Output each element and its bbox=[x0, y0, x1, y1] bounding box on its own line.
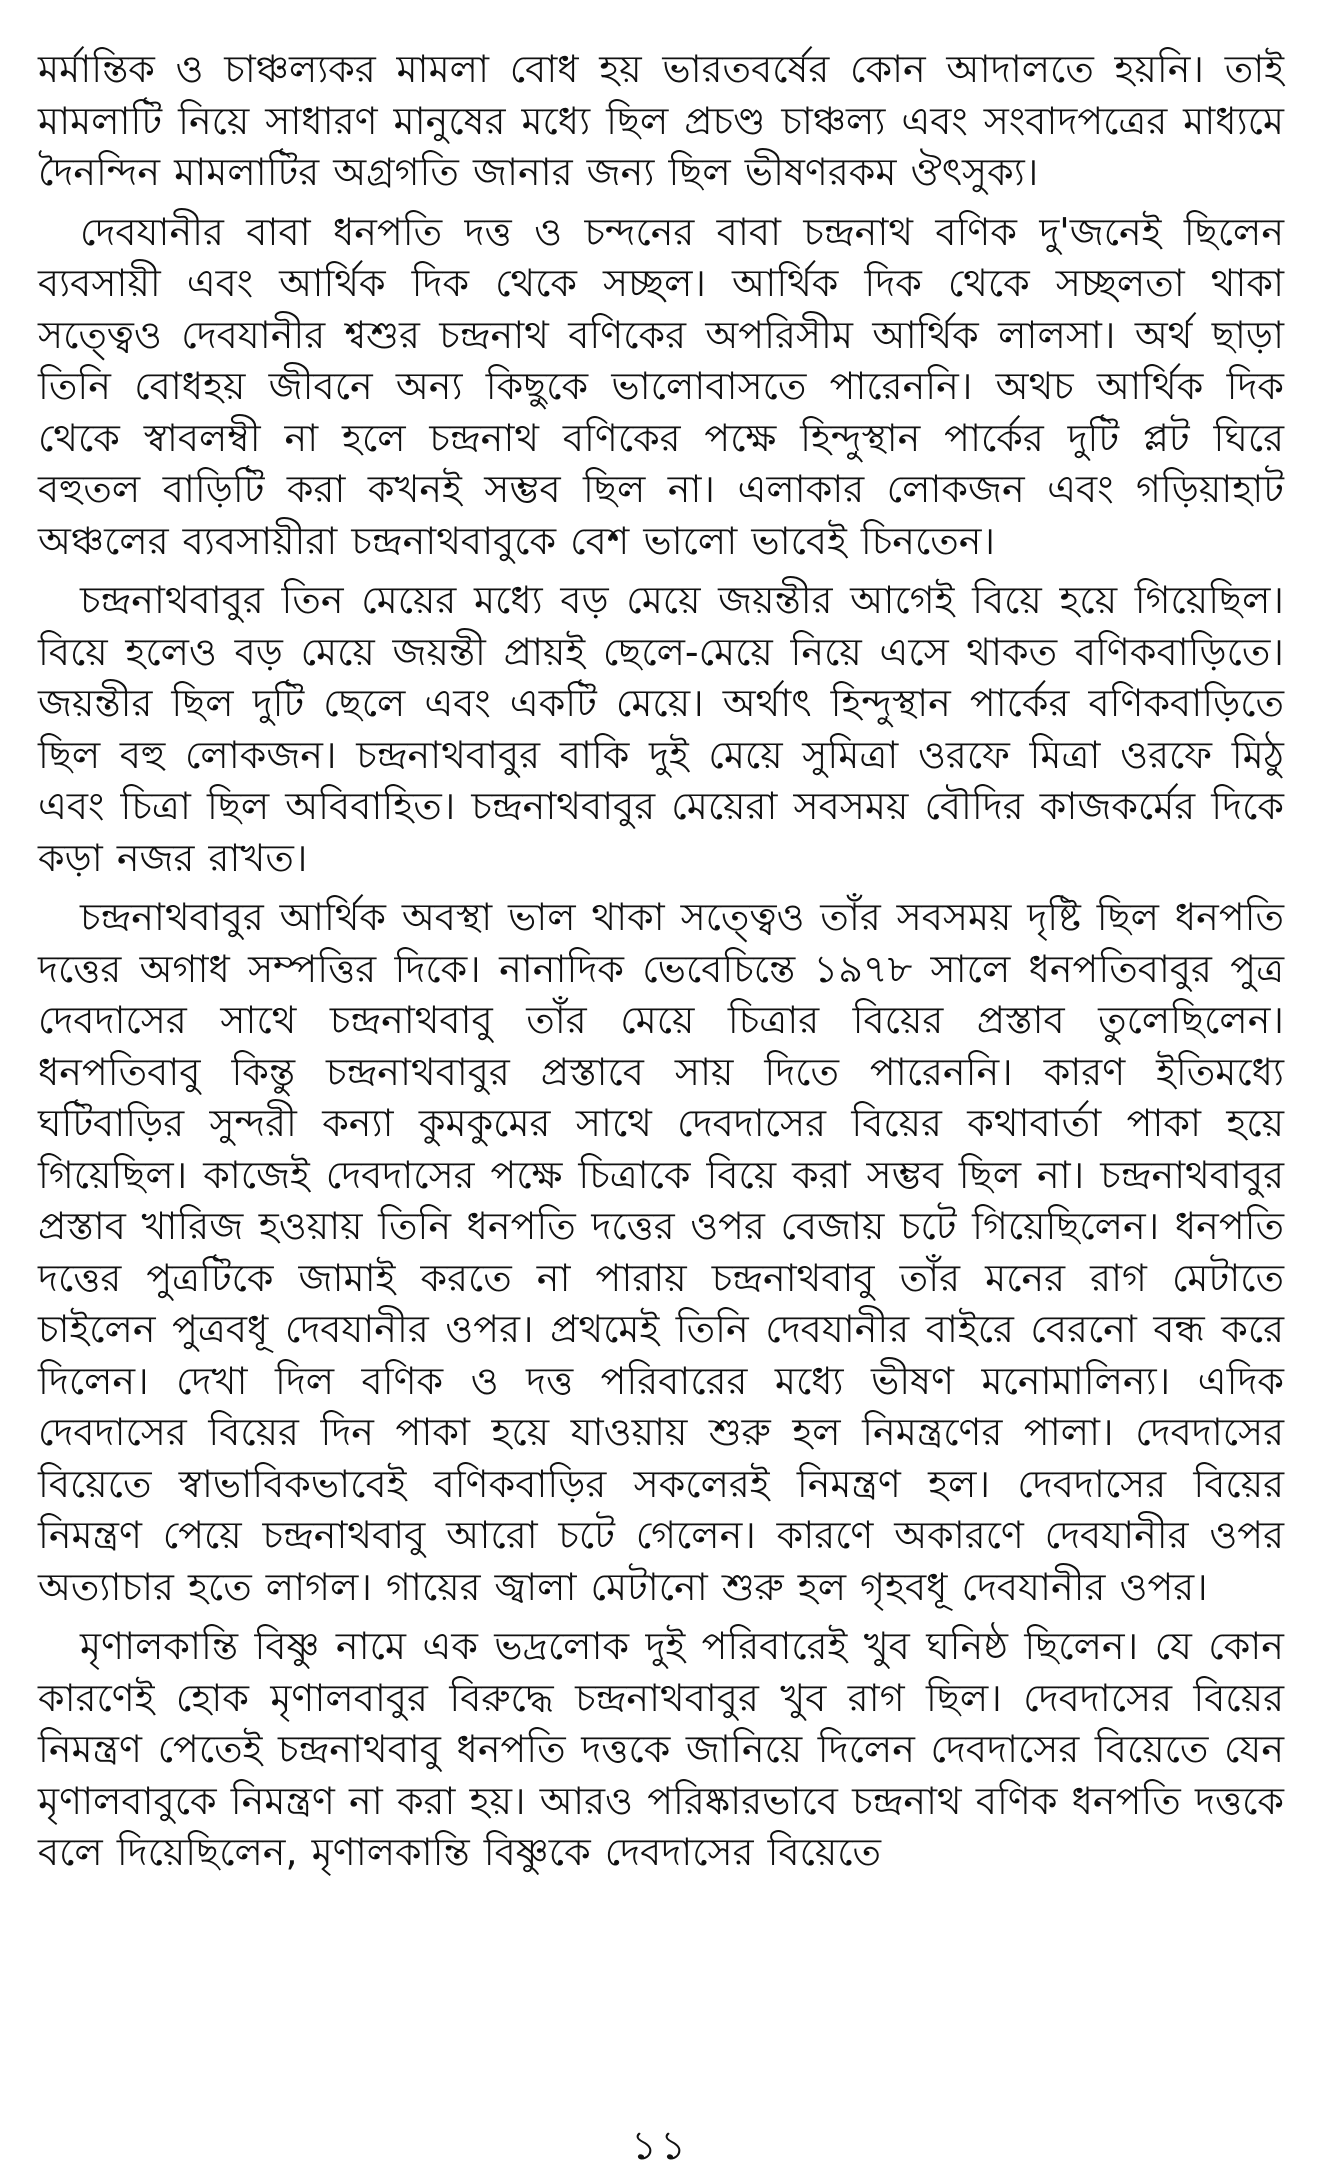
paragraph-2: দেবযানীর বাবা ধনপতি দত্ত ও চন্দনের বাবা চন্দ্রনাথ বণিক দু'জনেই ছিলেন ব্যবসায়ী এবং আর্থিক দিক থেকে সচ্ছল। আর্থিক দিক থেকে সচ্ছলতা থাকা সত্ত্বেও দেবযানীর শ্বশুর চন্দ্রনাথ বণিকের অপরিসীম আর্থিক লালসা। অর্থ ছাড়া তিনি বোধহয় জীবনে অন্য কিছুকে ভালোবাসতে পারেননি। অথচ আর্থিক দিক থেকে স্বাবলম্বী না হলে চন্দ্রনাথ বণিকের পক্ষে হিন্দুস্থান পার্কের দুটি প্লট ঘিরে বহুতল বাড়িটি করা কখনই সম্ভব ছিল না। এলাকার লোকজন এবং গড়িয়াহাট অঞ্চলের ব্যবসায়ীরা চন্দ্রনাথবাবুকে বেশ ভালো ভাবেই চিনতেন। bbox=[38, 209, 1284, 563]
paragraph-3: চন্দ্রনাথবাবুর তিন মেয়ের মধ্যে বড় মেয়ে জয়ন্তীর আগেই বিয়ে হয়ে গিয়েছিল। বিয়ে হলেও বড় মেয়ে জয়ন্তী প্রায়ই ছেলে-মেয়ে নিয়ে এসে থাকত বণিকবাড়িতে। জয়ন্তীর ছিল দুটি ছেলে এবং একটি মেয়ে। অর্থাৎ হিন্দুস্থান পার্কের বণিকবাড়িতে ছিল বহু লোকজন। চন্দ্রনাথবাবুর বাকি দুই মেয়ে সুমিত্রা ওরফে মিত্রা ওরফে মিঠু এবং চিত্রা ছিল অবিবাহিত। চন্দ্রনাথবাবুর মেয়েরা সবসময় বৌদির কাজকর্মের দিকে কড়া নজর রাখত। bbox=[38, 578, 1284, 880]
page-body bbox=[38, 44, 1284, 2134]
paragraph-4: চন্দ্রনাথবাবুর আর্থিক অবস্থা ভাল থাকা সত্ত্বেও তাঁর সবসময় দৃষ্টি ছিল ধনপতি দত্তের অগাধ সম্পত্তির দিকে। নানাদিক ভেবেচিন্তে ১৯৭৮ সালে ধনপতিবাবুর পুত্র দেবদাসের সাথে চন্দ্রনাথবাবু তাঁর মেয়ে চিত্রার বিয়ের প্রস্তাব তুলেছিলেন। ধনপতিবাবু কিন্তু চন্দ্রনাথবাবুর প্রস্তাবে সায় দিতে পারেননি। কারণ ইতিমধ্যে ঘটিবাড়ির সুন্দরী কন্যা কুমকুমের সাথে দেবদাসের বিয়ের কথাবার্তা পাকা হয়ে গিয়েছিল। কাজেই দেবদাসের পক্ষে চিত্রাকে বিয়ে করা সম্ভব ছিল না। চন্দ্রনাথবাবুর প্রস্তাব খারিজ হওয়ায় তিনি ধনপতি দত্তের ওপর বেজায় চটে গিয়েছিলেন। ধনপতি দত্তের পুত্রটিকে জামাই করতে না পারায় চন্দ্রনাথবাবু তাঁর মনের রাগ মেটাতে চাইলেন পুত্রবধূ দেবযানীর ওপর। প্রথমেই তিনি দেবযানীর বাইরে বেরনো বন্ধ করে দিলেন। দেখা দিল বণিক ও দত্ত পরিবারের মধ্যে ভীষণ মনোমালিন্য। এদিক দেবদাসের বিয়ের দিন পাকা হয়ে যাওয়ায় শুরু হল নিমন্ত্রণের পালা। দেবদাসের বিয়েতে স্বাভাবিকভাবেই বণিকবাড়ির সকলেরই নিমন্ত্রণ হল। দেবদাসের বিয়ের নিমন্ত্রণ পেয়ে চন্দ্রনাথবাবু আরো চটে গেলেন। কারণে অকারণে দেবযানীর ওপর অত্যাচার হতে লাগল। গায়ের জ্বালা মেটানো শুরু হল গৃহবধূ দেবযানীর ওপর। bbox=[38, 895, 1284, 1609]
page-number: ১১ bbox=[631, 2123, 689, 2169]
paragraph-1: মর্মান্তিক ও চাঞ্চল্যকর মামলা বোধ হয় ভারতবর্ষের কোন আদালতে হয়নি। তাই মামলাটি নিয়ে সাধারণ মানুষের মধ্যে ছিল প্রচণ্ড চাঞ্চল্য এবং সংবাদপত্রের মাধ্যমে দৈনন্দিন মামলাটির অগ্রগতি জানার জন্য ছিল ভীষণরকম ঔৎসুক্য। bbox=[38, 47, 1284, 194]
paragraph-5: মৃণালকান্তি বিষ্ণু নামে এক ভদ্রলোক দুই পরিবারেই খুব ঘনিষ্ঠ ছিলেন। যে কোন কারণেই হোক মৃণালবাবুর বিরুদ্ধে চন্দ্রনাথবাবুর খুব রাগ ছিল। দেবদাসের বিয়ের নিমন্ত্রণ পেতেই চন্দ্রনাথবাবু ধনপতি দত্তকে জানিয়ে দিলেন দেবদাসের বিয়েতে যেন মৃণালবাবুকে নিমন্ত্রণ না করা হয়। আরও পরিষ্কারভাবে চন্দ্রনাথ বণিক ধনপতি দত্তকে বলে দিয়েছিলেন, মৃণালকান্তি বিষ্ণুকে দেবদাসের বিয়েতে bbox=[38, 1624, 1284, 1874]
